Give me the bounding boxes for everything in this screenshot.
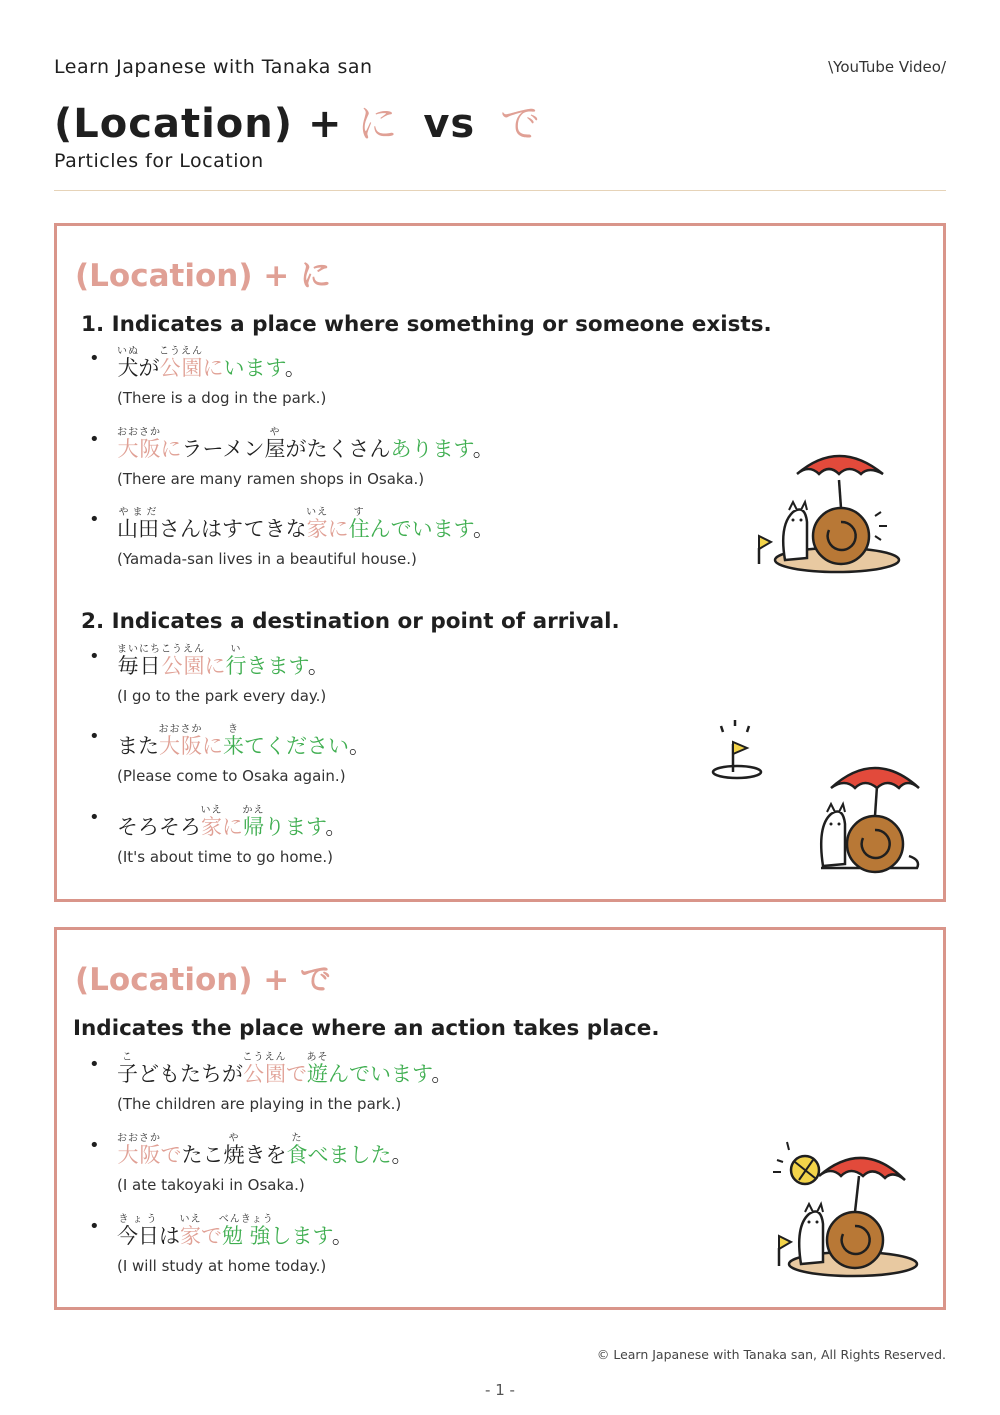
- bullet: •: [89, 807, 100, 828]
- example-sentence: [89, 1052, 453, 1087]
- example-sentence: [89, 507, 494, 542]
- verb: 勉強べんきょう: [218, 1214, 274, 1248]
- verb: 遊あそ: [306, 1052, 329, 1086]
- section-ni-box: [54, 223, 946, 902]
- verb: んでいます: [328, 1062, 432, 1086]
- word: がたくさん: [285, 437, 391, 461]
- example-translation: (I ate takoyaki in Osaka.): [117, 1176, 305, 1194]
- word: 山田やまだ: [117, 507, 159, 541]
- location-word: 家いえ: [200, 805, 223, 839]
- example-item: [89, 1133, 413, 1194]
- example-sentence: [89, 724, 370, 759]
- particle: で: [201, 1224, 222, 1248]
- verb: 来き: [223, 724, 244, 758]
- example-sentence: [89, 346, 326, 381]
- word: は: [159, 1224, 180, 1248]
- bullet: •: [89, 726, 100, 747]
- example-translation: (It's about time to go home.): [117, 848, 334, 866]
- bullet: •: [89, 429, 100, 450]
- particle: に: [204, 654, 226, 678]
- title-vs: vs: [423, 101, 476, 147]
- bullet: •: [89, 646, 100, 667]
- word: また: [117, 734, 159, 758]
- location-word: 大阪おおさか: [117, 1133, 161, 1167]
- rule-action-place: Indicates the place where an action takes place.: [73, 1016, 660, 1041]
- example-item: [89, 644, 329, 705]
- verb: します: [270, 1224, 332, 1248]
- particle: に: [202, 356, 224, 380]
- title-particle-ni: に: [357, 101, 399, 147]
- flag-illustration: [707, 714, 767, 784]
- location-word: 大阪おおさか: [158, 724, 203, 758]
- snail-umbrella-illustration: [749, 450, 909, 580]
- section-ni-heading: (Location) + に: [75, 258, 332, 294]
- verb: あります: [390, 437, 473, 461]
- example-item: [89, 427, 494, 488]
- example-translation: (There is a dog in the park.): [117, 389, 327, 407]
- word: 毎日まいにち: [117, 644, 161, 678]
- example-item: [89, 724, 370, 785]
- word: 犬いぬ: [117, 346, 139, 380]
- bullet: •: [89, 509, 100, 530]
- punctuation: 。: [307, 654, 329, 678]
- bullet: •: [89, 1054, 100, 1075]
- location-word: 家いえ: [179, 1214, 202, 1248]
- example-translation: (The children are playing in the park.): [117, 1095, 402, 1113]
- particle: に: [327, 517, 349, 541]
- particle: に: [202, 734, 223, 758]
- word: どもたちが: [138, 1062, 243, 1086]
- header-divider: [54, 190, 946, 191]
- particle: で: [286, 1062, 307, 1086]
- bullet: •: [89, 1216, 100, 1237]
- verb: 食た: [286, 1133, 308, 1167]
- example-translation: (Yamada-san lives in a beautiful house.): [117, 550, 417, 568]
- example-sentence: [89, 805, 347, 840]
- bullet: •: [89, 1135, 100, 1156]
- example-sentence: [89, 1133, 413, 1168]
- punctuation: 。: [331, 1224, 353, 1248]
- punctuation: 。: [325, 815, 347, 839]
- word: さんはすてきな: [159, 517, 307, 541]
- example-item: [89, 1214, 353, 1275]
- word: きを: [244, 1143, 287, 1167]
- example-item: [89, 346, 327, 407]
- particle: に: [160, 437, 182, 461]
- verb: 行い: [225, 644, 247, 678]
- punctuation: 。: [284, 356, 306, 380]
- location-word: 家いえ: [306, 507, 329, 541]
- example-item: [89, 805, 347, 866]
- word: が: [138, 356, 160, 380]
- example-translation: (Please come to Osaka again.): [117, 767, 346, 785]
- section-de-heading: (Location) + で: [75, 962, 332, 998]
- title-particle-de: で: [500, 101, 542, 147]
- particle: で: [160, 1143, 182, 1167]
- verb: きます: [246, 654, 308, 678]
- word: 子こ: [117, 1052, 138, 1086]
- word: そろそろ: [117, 815, 201, 839]
- word: 今日きょう: [117, 1214, 159, 1248]
- verb: んでいます: [369, 517, 473, 541]
- page-number: - 1 -: [485, 1381, 515, 1399]
- bullet: •: [89, 348, 100, 369]
- location-word: 大阪おおさか: [117, 427, 161, 461]
- example-sentence: [89, 644, 329, 679]
- verb: てください: [244, 734, 349, 758]
- punctuation: 。: [349, 734, 370, 758]
- word: 屋や: [264, 427, 286, 461]
- example-translation: (I go to the park every day.): [117, 687, 327, 705]
- punctuation: 。: [472, 437, 494, 461]
- rule-existence: 1. Indicates a place where something or someone exists.: [81, 312, 772, 337]
- page-subtitle: Particles for Location: [54, 150, 264, 172]
- location-word: 公園こうえん: [159, 346, 203, 380]
- section-de-box: [54, 927, 946, 1310]
- punctuation: 。: [391, 1143, 413, 1167]
- page-title: [54, 92, 541, 149]
- word: ラーメン: [181, 437, 265, 461]
- verb: べました: [307, 1143, 392, 1167]
- location-word: 公園こうえん: [242, 1052, 287, 1086]
- example-sentence: [89, 1214, 353, 1249]
- verb: 住す: [348, 507, 370, 541]
- example-translation: (I will study at home today.): [117, 1257, 327, 1275]
- example-item: [89, 1052, 453, 1113]
- example-sentence: [89, 427, 494, 462]
- punctuation: 。: [472, 517, 494, 541]
- example-translation: (There are many ramen shops in Osaka.): [117, 470, 425, 488]
- youtube-video-label: \YouTube Video/: [828, 58, 946, 76]
- snail-umbrella-ball-illustration: [767, 1130, 927, 1280]
- word: 焼や: [223, 1133, 245, 1167]
- word: たこ: [181, 1143, 224, 1167]
- example-item: [89, 507, 494, 568]
- verb: います: [223, 356, 285, 380]
- rule-destination: 2. Indicates a destination or point of arrival.: [81, 609, 620, 634]
- punctuation: 。: [431, 1062, 453, 1086]
- verb: ります: [264, 815, 326, 839]
- verb: 帰かえ: [242, 805, 265, 839]
- particle: に: [222, 815, 243, 839]
- brand-name: Learn Japanese with Tanaka san: [54, 56, 373, 78]
- copyright-notice: © Learn Japanese with Tanaka san, All Rights Reserved.: [596, 1347, 946, 1362]
- title-prefix: (Location) +: [54, 101, 343, 147]
- snail-umbrella-illustration: [809, 756, 929, 886]
- location-word: 公園こうえん: [161, 644, 205, 678]
